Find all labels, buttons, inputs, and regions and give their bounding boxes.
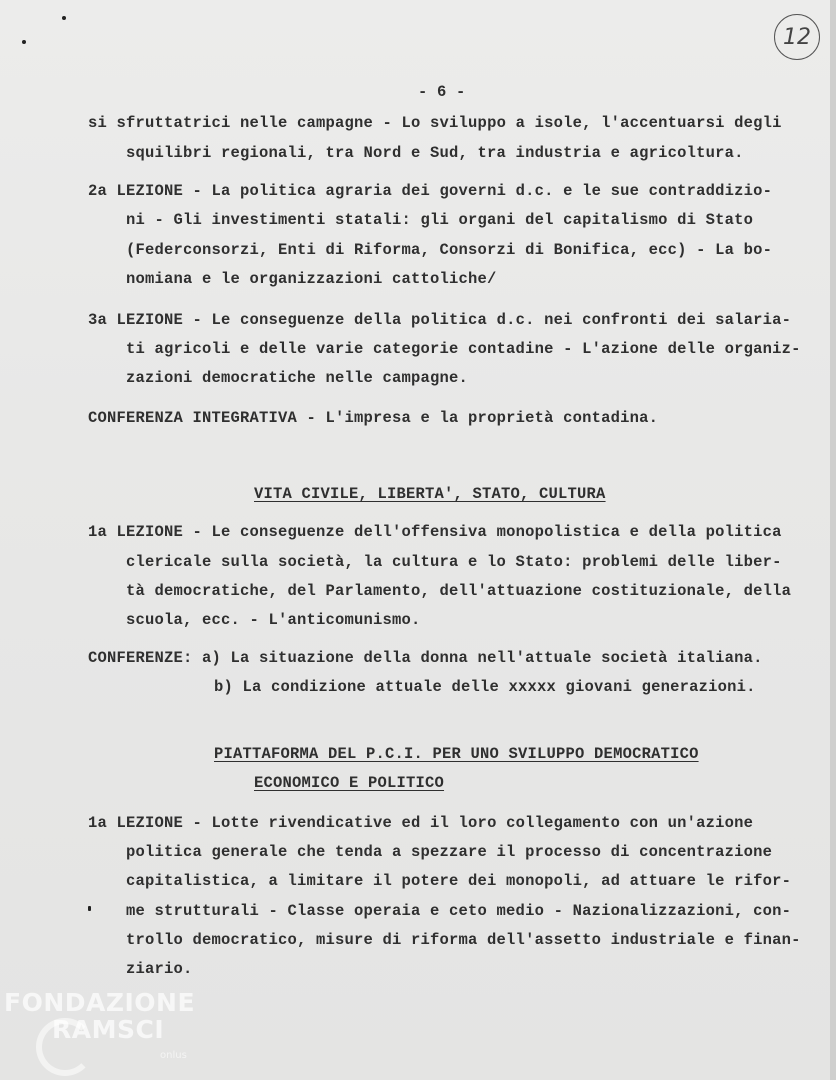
speck xyxy=(62,16,66,20)
text-line: CONFERENZE: a) La situazione della donna nell'attuale società italiana. xyxy=(88,649,763,667)
text-line: capitalistica, a limitare il potere dei monopoli, ad attuare le rifor- xyxy=(126,872,792,890)
text-line: politica generale che tenda a spezzare il processo di concentrazione xyxy=(126,843,773,861)
section-heading: ECONOMICO E POLITICO xyxy=(254,774,445,792)
page-edge xyxy=(830,0,836,1080)
watermark-logo xyxy=(4,988,195,1044)
text-line: si sfruttatrici nelle campagne - Lo sviluppo a isole, l'accentuarsi degli xyxy=(88,114,782,132)
text-line: ni - Gli investimenti statali: gli organi del capitalismo di Stato xyxy=(126,211,754,229)
section-heading: PIATTAFORMA DEL P.C.I. PER UNO SVILUPPO DEMOCRATICO xyxy=(214,745,699,763)
text-line: squilibri regionali, tra Nord e Sud, tra industria e agricoltura. xyxy=(126,144,744,162)
section-heading: VITA CIVILE, LIBERTA', STATO, CULTURA xyxy=(254,485,606,503)
text-line: ziario. xyxy=(126,960,193,978)
archive-number: 12 xyxy=(774,14,820,60)
watermark-line1: FONDAZIONE xyxy=(4,988,196,1017)
speck xyxy=(22,40,26,44)
text-line: 1a LEZIONE - Lotte rivendicative ed il loro collegamento con un'azione xyxy=(88,814,754,832)
text-line: me strutturali - Classe operaia e ceto medio - Nazionalizzazioni, con- xyxy=(126,902,792,920)
text-line: scuola, ecc. - L'anticomunismo. xyxy=(126,611,421,629)
text-line: trollo democratico, misure di riforma dell'assetto industriale e finan- xyxy=(126,931,801,949)
text-line: (Federconsorzi, Enti di Riforma, Consorzi di Bonifica, ecc) - La bo- xyxy=(126,241,773,259)
text-line: zazioni democratiche nelle campagne. xyxy=(126,369,469,387)
text-line: 2a LEZIONE - La politica agraria dei governi d.c. e le sue contraddizio- xyxy=(88,182,773,200)
text-line: ti agricoli e delle varie categorie contadine - L'azione delle organiz- xyxy=(126,340,801,358)
text-line: nomiana e le organizzazioni cattoliche/ xyxy=(126,270,497,288)
text-line: 3a LEZIONE - Le conseguenze della politica d.c. nei confronti dei salaria- xyxy=(88,311,792,329)
text-line: tà democratiche, del Parlamento, dell'attuazione costituzionale, della xyxy=(126,582,792,600)
watermark-line2: RAMSCI xyxy=(52,1015,165,1044)
text-line: 1a LEZIONE - Le conseguenze dell'offensiva monopolistica e della politica xyxy=(88,523,782,541)
page-number: - 6 - xyxy=(418,83,466,101)
text-line: clericale sulla società, la cultura e lo Stato: problemi delle liber- xyxy=(126,553,782,571)
speck xyxy=(88,906,91,911)
watermark-line3: onlus xyxy=(160,1050,187,1061)
text-line: CONFERENZA INTEGRATIVA - L'impresa e la proprietà contadina. xyxy=(88,409,659,427)
text-line: b) La condizione attuale delle xxxxx giovani generazioni. xyxy=(214,678,756,696)
